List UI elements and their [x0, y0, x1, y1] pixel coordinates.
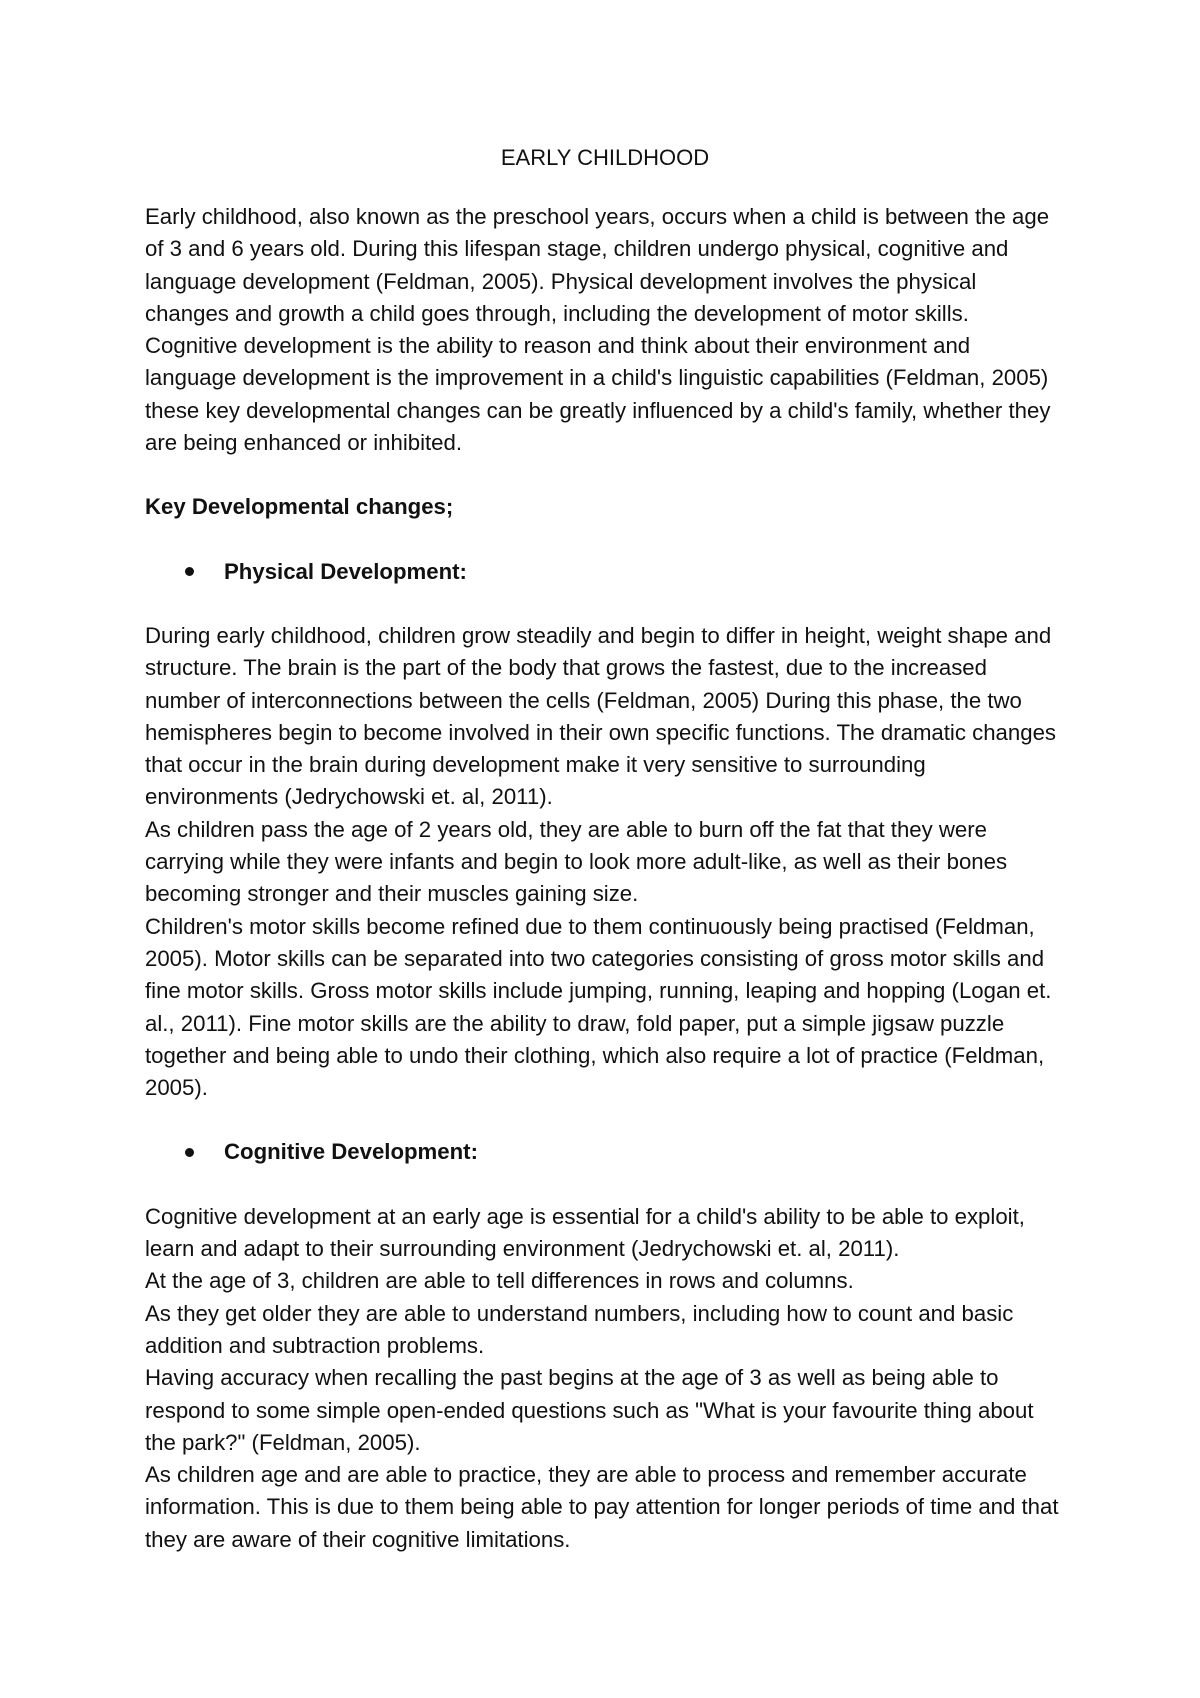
physical-paragraph: During early childhood, children grow steadily and begin to differ in height, weight shape and structure. The brain is the part of the body that grows the fastest, due to the increased number of interconnections between the cells (Feldman, 2005) During this phase, the two hemispheres begin to become involved in their own specific functions. The dramatic changes that occur in the brain during development make it very sensitive to surrounding environments (Jedrychowski et. al, 2011). [145, 622, 1057, 810]
spacer [145, 524, 1065, 556]
bullet-physical-development [145, 556, 1065, 588]
cognitive-paragraph: As children age and are able to practice, they are able to process and remember accurate information. This is due to them being able to pay attention for longer periods of time and that they are aware of their cognitive limitations. [145, 1462, 1059, 1552]
spacer [145, 588, 1065, 620]
bullet-label: Physical Development: [224, 558, 467, 584]
document-page [145, 142, 1065, 1556]
physical-paragraph: As children pass the age of 2 years old, they are able to burn off the fat that they were carrying while they were infants and begin to look more adult-like, as well as their bones becoming stronger and their muscles gaining size. [145, 816, 1008, 907]
cognitive-paragraph: At the age of 3, children are able to tell differences in rows and columns. [145, 1268, 854, 1294]
spacer [145, 459, 1065, 491]
physical-paragraph: Children's motor skills become refined due to them continuously being practised (Feldman, 2005). Motor skills can be separated into two categories consisting of gross motor skills and fine motor skills. Gross motor skills include jumping, running, leaping and hopping (Logan et. al., 2011). Fine motor skills are the ability to draw, fold paper, put a simple jigsaw puzzle together and being able to undo their clothing, which also require a lot of practice (Feldman, 2005). [145, 913, 1052, 1101]
intro-paragraph: Early childhood, also known as the preschool years, occurs when a child is between the age of 3 and 6 years old. During this lifespan stage, children undergo physical, cognitive and language development (Feldman, 2005). Physical development involves the physical changes and growth a child goes through, including the development of motor skills. Cognitive development is the ability to reason and think about their environment and language development is the improvement in a child's linguistic capabilities (Feldman, 2005) these key developmental changes can be greatly influenced by a child's family, whether they are being enhanced or inhibited. [145, 204, 1051, 456]
cognitive-paragraph: Cognitive development at an early age is essential for a child's ability to be able to exploit, learn and adapt to their surrounding environment (Jedrychowski et. al, 2011). [145, 1203, 1025, 1262]
bullet-dot-icon [185, 1148, 194, 1157]
bullet-dot-icon [185, 567, 194, 576]
bullet-cognitive-development [145, 1136, 1065, 1168]
document-title: EARLY CHILDHOOD [500, 145, 710, 170]
cognitive-paragraph: As they get older they are able to understand numbers, including how to count and basic addition and subtraction problems. [145, 1300, 1014, 1358]
spacer [145, 1104, 1065, 1136]
section-heading: Key Developmental changes; [145, 494, 454, 520]
cognitive-paragraph: Having accuracy when recalling the past begins at the age of 3 as well as being able to respond to some simple open-ended questions such as "What is your favourite thing about the park?" (Feldman, 2005). [145, 1365, 1034, 1455]
bullet-label: Cognitive Development: [224, 1139, 478, 1165]
spacer [145, 1169, 1065, 1201]
